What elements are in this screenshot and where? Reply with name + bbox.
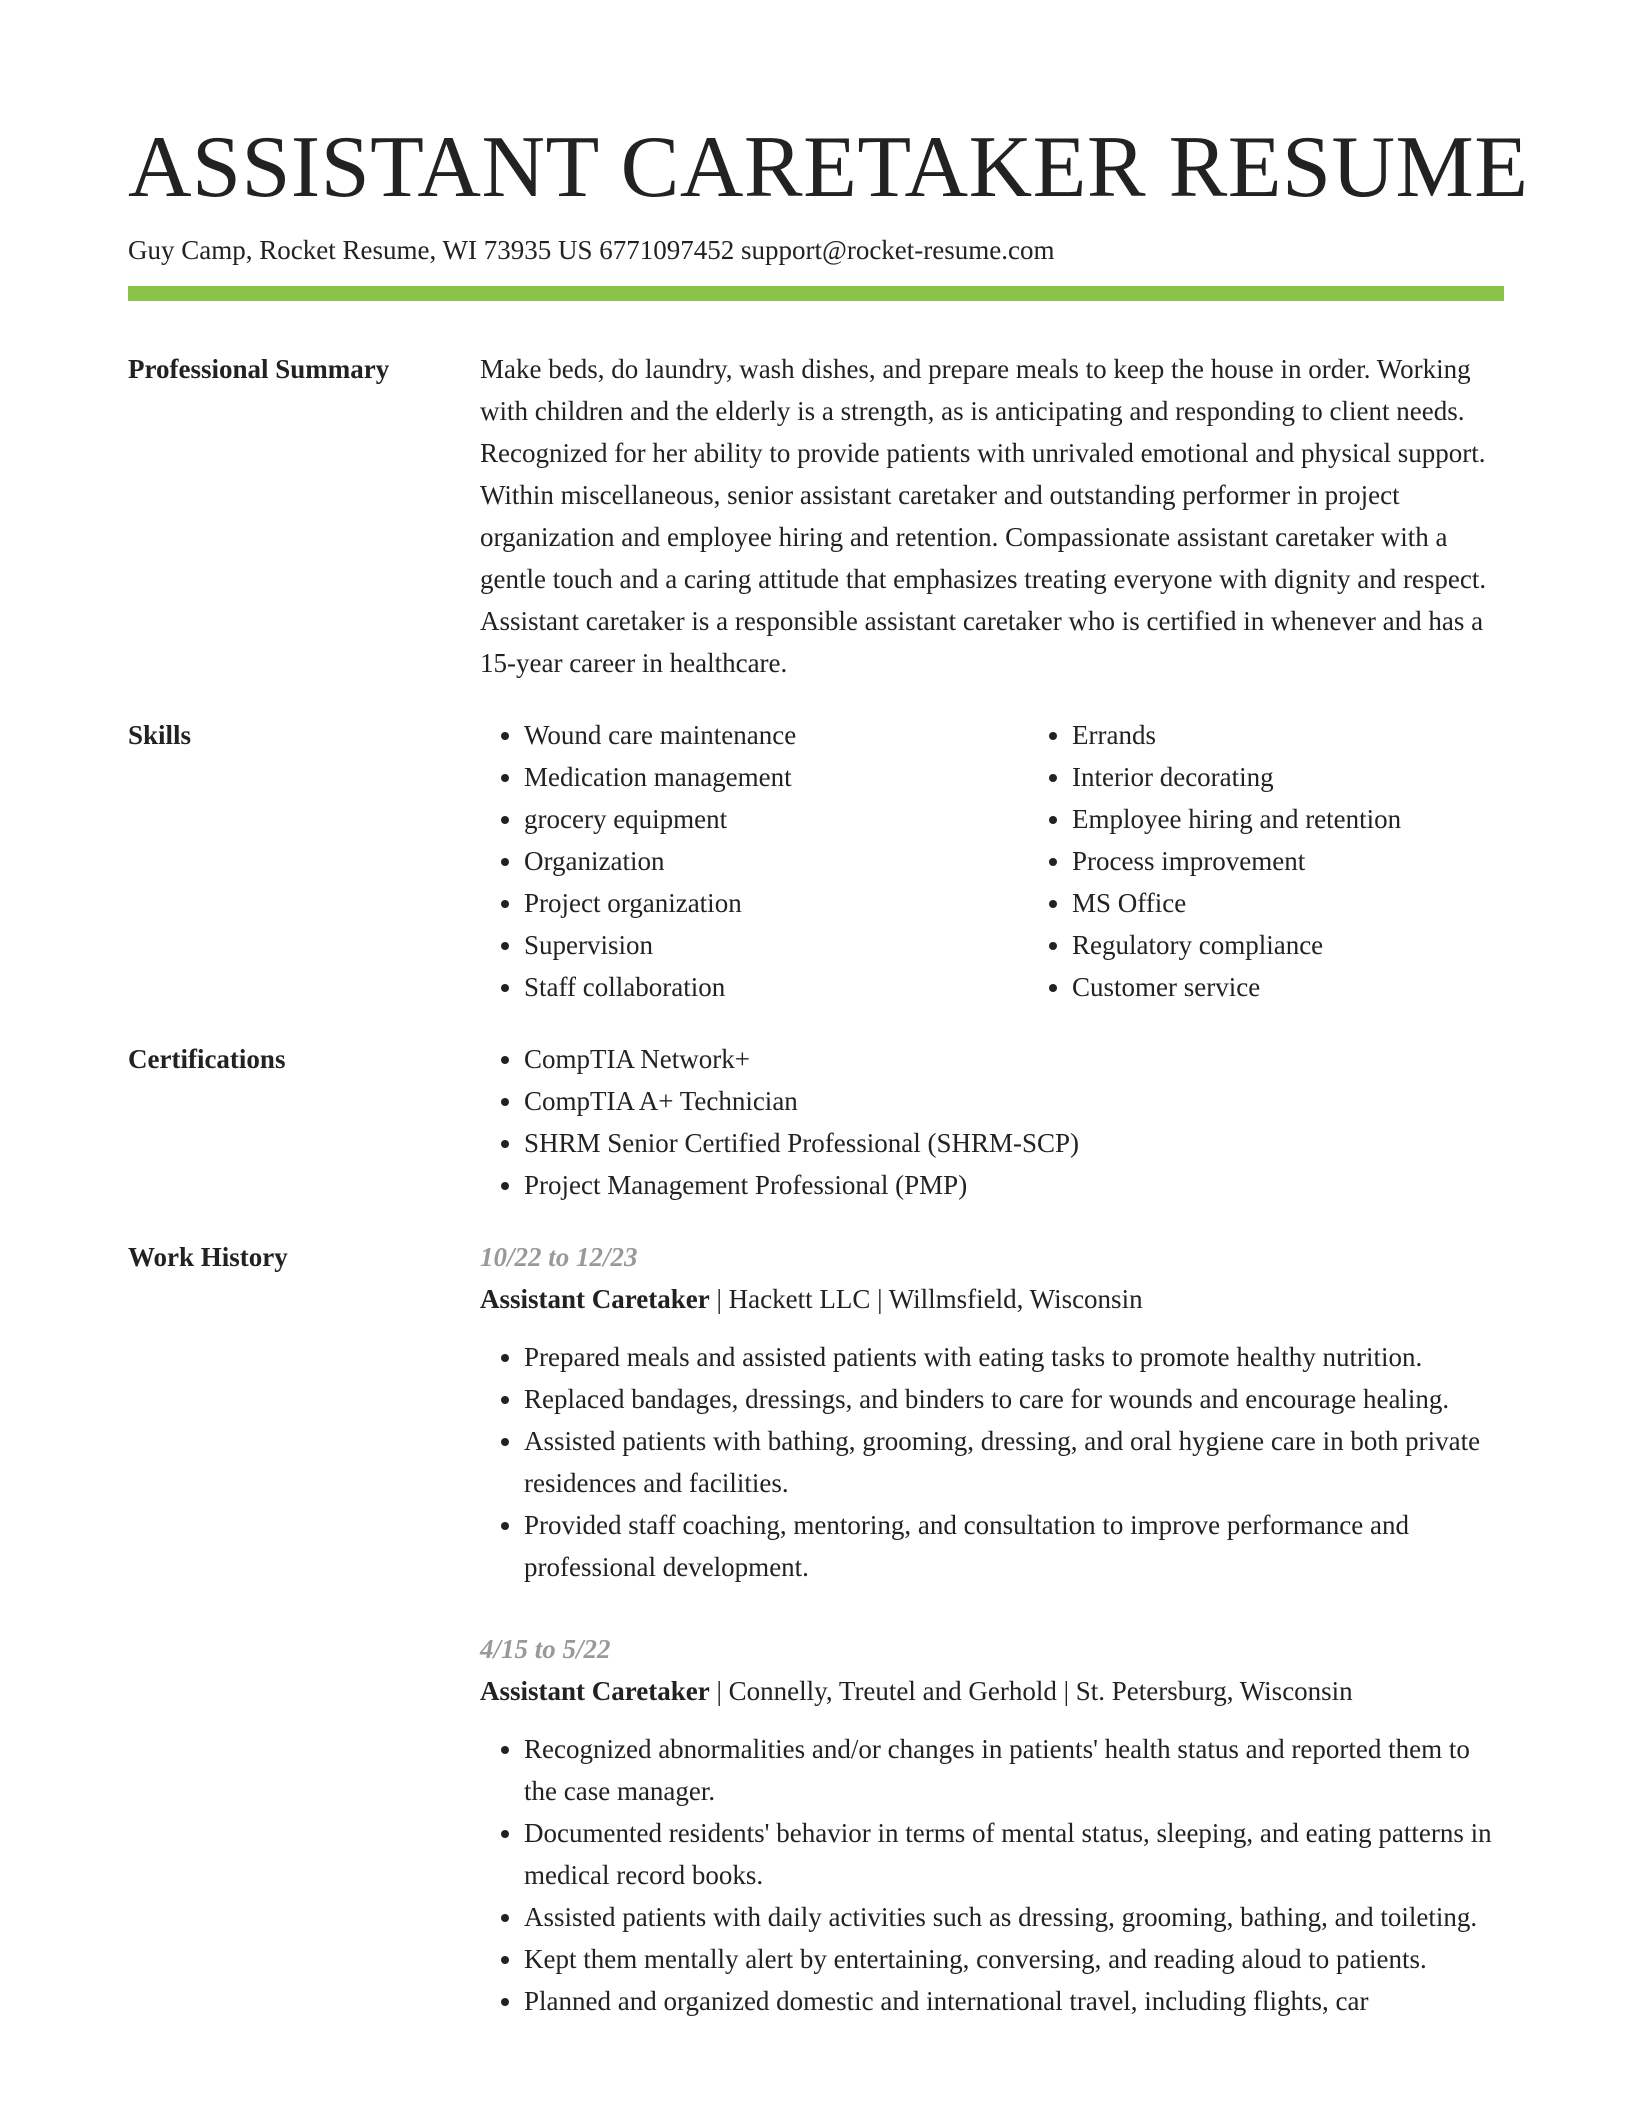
skill-item: • Staff collaboration: [524, 966, 984, 1008]
skill-item: • Medication management: [524, 756, 984, 798]
job-bullet: • Documented residents' behavior in terms of mental status, sleeping, and eating patterns in medical record books.: [524, 1812, 1504, 1896]
skills-columns: [480, 714, 1504, 1008]
certification-item: • CompTIA A+ Technician: [524, 1080, 1504, 1122]
job-bullet: • Assisted patients with daily activities such as dressing, grooming, bathing, and toileting.: [524, 1896, 1504, 1938]
certification-item: • Project Management Professional (PMP): [524, 1164, 1504, 1206]
resume-title: ASSISTANT CARETAKER RESUME: [128, 119, 1529, 216]
contact-line: Guy Camp, Rocket Resume, WI 73935 US 6771097452 support@rocket-resume.com: [128, 235, 1055, 265]
summary-text: Make beds, do laundry, wash dishes, and prepare meals to keep the house in order. Working with children and the elderly is a strength, as is anticipating and responding to client needs. Recognized for her ability to provide patients with unrivaled emotional and physical support. Within miscellaneous, senior assistant caretaker and outstanding performer in project organization and employee hiring and retention. Compassionate assistant caretaker with a gentle touch and a caring attitude that emphasizes treating everyone with dignity and respect. Assistant caretaker is a responsible assistant caretaker who is certified in whenever and has a 15-year career in healthcare.: [480, 354, 1487, 678]
skills-list-right: [1028, 714, 1548, 1008]
skill-item: • Supervision: [524, 924, 984, 966]
accent-divider: [128, 286, 1504, 301]
skill-item: • Project organization: [524, 882, 984, 924]
job-bullet: • Replaced bandages, dressings, and binders to care for wounds and encourage healing.: [524, 1378, 1504, 1420]
certifications-body: [480, 1038, 1504, 1206]
job-bullet: • Kept them mentally alert by entertaining, conversing, and reading aloud to patients.: [524, 1938, 1504, 1980]
skill-item: • Process improvement: [1072, 840, 1548, 882]
skill-item: • Organization: [524, 840, 984, 882]
job-employer-location: | Hackett LLC | Willmsfield, Wisconsin: [709, 1284, 1143, 1314]
skill-item: • Errands: [1072, 714, 1548, 756]
job-dates: 4/15 to 5/22: [480, 1634, 611, 1664]
skill-item: • Wound care maintenance: [524, 714, 984, 756]
job-employer-location: | Connelly, Treutel and Gerhold | St. Petersburg, Wisconsin: [709, 1676, 1353, 1706]
skill-item: • Customer service: [1072, 966, 1548, 1008]
skills-heading: Skills: [128, 720, 192, 750]
work-history-body: [480, 1236, 1504, 2022]
job-entry: [480, 1628, 1504, 2022]
skill-item: • MS Office: [1072, 882, 1548, 924]
summary-heading: Professional Summary: [128, 354, 390, 384]
job-header: [480, 1670, 1504, 1712]
skill-item: • Regulatory compliance: [1072, 924, 1548, 966]
job-bullet: • Recognized abnormalities and/or changes in patients' health status and reported them to the case manager.: [524, 1728, 1504, 1812]
job-entry: [480, 1236, 1504, 1588]
certification-item: • SHRM Senior Certified Professional (SHRM-SCP): [524, 1122, 1504, 1164]
certifications-list: [480, 1038, 1504, 1206]
job-bullet: • Provided staff coaching, mentoring, and consultation to improve performance and professional development.: [524, 1504, 1504, 1588]
job-bullet: • Prepared meals and assisted patients with eating tasks to promote healthy nutrition.: [524, 1336, 1504, 1378]
job-bullet: • Planned and organized domestic and international travel, including flights, car: [524, 1980, 1504, 2022]
job-title: Assistant Caretaker: [480, 1284, 710, 1314]
job-dates: 10/22 to 12/23: [480, 1242, 638, 1272]
job-header: [480, 1278, 1504, 1320]
job-title: Assistant Caretaker: [480, 1676, 710, 1706]
skills-body: [480, 714, 1504, 1008]
job-bullet-list: [480, 1728, 1504, 2022]
work-history-heading: Work History: [128, 1242, 288, 1272]
skills-list-left: [480, 714, 984, 1008]
skill-item: • Interior decorating: [1072, 756, 1548, 798]
certifications-heading: Certifications: [128, 1044, 286, 1074]
job-bullet: • Assisted patients with bathing, grooming, dressing, and oral hygiene care in both private residences and facilities.: [524, 1420, 1504, 1504]
job-bullet-list: [480, 1336, 1504, 1588]
skill-item: • grocery equipment: [524, 798, 984, 840]
skill-item: • Employee hiring and retention: [1072, 798, 1548, 840]
certification-item: • CompTIA Network+: [524, 1038, 1504, 1080]
summary-body: [480, 348, 1504, 684]
